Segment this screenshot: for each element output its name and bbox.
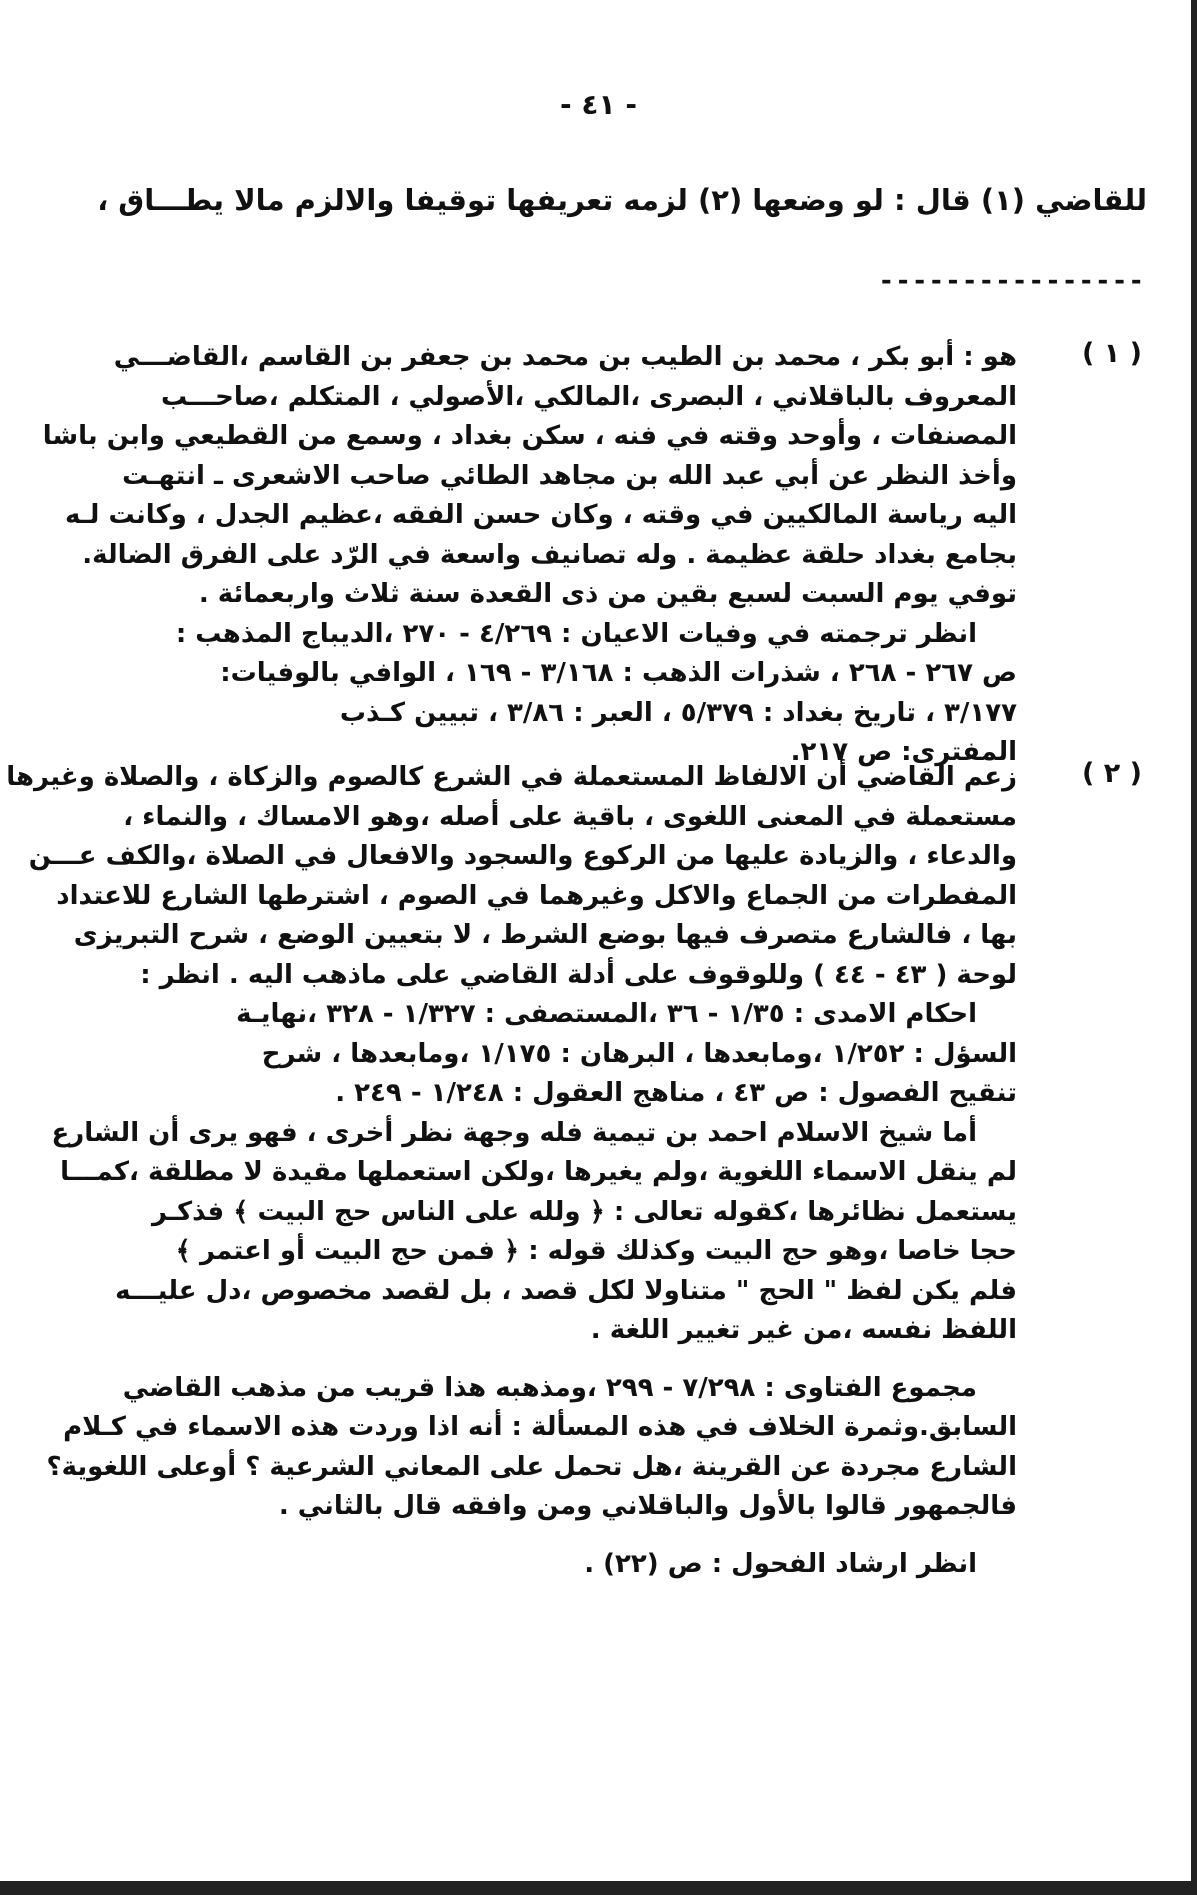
- footnote-line: المعروف بالباقلاني ، البصرى ،المالكي ،الأصولي ، المتكلم ،صاحـــب: [161, 381, 1017, 412]
- footnote-line: احكام الامدى : ١/٣٥ - ٣٦ ،المستصفى : ١/٣٢٧ - ٣٢٨ ،نهايـة: [236, 999, 977, 1029]
- footnote-line: فالجمهور قالوا بالأول والباقلاني ومن وافقه قال بالثاني .: [278, 1491, 1017, 1521]
- footnote-line: توفي يوم السبت لسبع بقين من ذى القعدة سنة ثلاث واربعمائة .: [198, 579, 1017, 609]
- footnote-line: بجامع بغداد حلقة عظيمة . وله تصانيف واسعة في الرّد على الفرق الضالة.: [82, 539, 1017, 570]
- footnote-line: فلم يكن لفظ " الحج " متناولا لكل قصد ، بل لقصد مخصوص ،دل عليـــه: [115, 1275, 1017, 1306]
- footnote-line: ٣/١٧٧ ، تاريخ بغداد : ٥/٣٧٩ ، العبر : ٣/٨٦ ، تبيين كـذب: [339, 697, 1017, 728]
- footnote-line: مستعملة في المعنى اللغوى ، باقية على أصله ،وهو الامساك ، والنماء ،: [123, 801, 1017, 832]
- footnote-line: أما شيخ الاسلام احمد بن تيمية فله وجهة نظر أخرى ، فهو يرى أن الشارع: [51, 1117, 977, 1148]
- main-text-line: للقاضي (١) قال : لو وضعها (٢) لزمه تعريفها توقيفا والالزم مالا يطـــاق ،: [97, 183, 1147, 217]
- footnote-line: حجا خاصا ،وهو حج البيت وكذلك قوله : ﴿ فمن حج البيت أو اعتمر ﴾: [175, 1236, 1017, 1266]
- footnote-line: زعم القاضي أن الالفاظ المستعملة في الشرع كالصوم والزكاة ، والصلاة وغيرها: [6, 762, 1017, 792]
- footnote-line: اليه رياسة المالكيين في وقته ، وكان حسن الفقه ،عظيم الجدل ، وكانت لـه: [65, 500, 1017, 530]
- footnote-2-marker: ( ٢ ): [1082, 758, 1142, 789]
- footnote-1-body: [42, 338, 1017, 773]
- footnote-line: السؤل : ١/٢٥٢ ،ومابعدها ، البرهان : ١/١٧٥ ،ومابعدها ، شرح: [261, 1038, 1017, 1069]
- footnote-line: انظر ارشاد الفحول : ص (٢٢) .: [584, 1548, 977, 1579]
- footnote-line: تنقيح الفصول : ص ٤٣ ، مناهج العقول : ١/٢٤٨ - ٢٤٩ .: [335, 1078, 1017, 1108]
- footnote-line: مجموع الفتاوى : ٧/٢٩٨ - ٢٩٩ ،ومذهبه هذا قريب من مذهب القاضي: [122, 1372, 977, 1403]
- footnote-line: السابق.وثمرة الخلاف في هذه المسألة : أنه اذا وردت هذه الاسماء في كـلام: [63, 1412, 1017, 1442]
- footnote-line: الشارع مجردة عن القرينة ،هل تحمل على المعاني الشرعية ؟ أوعلى اللغوية؟: [46, 1451, 1017, 1482]
- footnote-line: وأخذ النظر عن أبي عبد الله بن مجاهد الطائي صاحب الاشعرى ـ انتهـت: [122, 460, 1017, 491]
- footnote-line: انظر ترجمته في وفيات الاعيان : ٤/٢٦٩ - ٢٧٠ ،الديباج المذهب :: [175, 618, 977, 649]
- scan-edge-right: [1191, 0, 1197, 1895]
- footnote-line: المصنفات ، وأوحد وقته في فنه ، سكن بغداد ، وسمع من القطيعي وابن باشا: [42, 421, 1017, 451]
- footnote-line: المفترى: ص ٢١٧.: [790, 737, 1017, 767]
- footnote-line: هو : أبو بكر ، محمد بن الطيب بن محمد بن جعفر بن القاسم ،القاضـــي: [113, 342, 1017, 372]
- page-number: - ٤١ -: [560, 88, 637, 121]
- footnote-line: لم ينقل الاسماء اللغوية ،ولم يغيرها ،ولكن استعملها مقيدة لا مطلقة ،كمـــا: [60, 1157, 1017, 1187]
- scan-edge-bottom: [0, 1881, 1197, 1895]
- footnote-line: والدعاء ، والزيادة عليها من الركوع والسجود والافعال في الصلاة ،والكف عـــن: [28, 841, 1017, 871]
- footnote-line: بها ، فالشارع متصرف فيها بوضع الشرط ، لا بتعيين الوضع ، شرح التبريزى: [73, 920, 1017, 950]
- footnote-line: ص ٢٦٧ - ٢٦٨ ، شذرات الذهب : ٣/١٦٨ - ١٦٩ ، الوافي بالوفيات:: [220, 658, 1017, 688]
- footnote-line: اللفظ نفسه ،من غير تغيير اللغة .: [590, 1315, 1017, 1345]
- footnote-line: المفطرات من الجماع والاكل وغيرهما في الصوم ، اشترطها الشارع للاعتداد: [56, 880, 1017, 911]
- footnote-1-marker: ( ١ ): [1082, 338, 1142, 369]
- footnote-2-body: [6, 758, 1017, 1584]
- footnote-line: يستعمل نظائرها ،كقوله تعالى : ﴿ ولله على الناس حج البيت ﴾ فذكـر: [151, 1196, 1017, 1227]
- footnote-separator: ----------------: [878, 266, 1145, 296]
- footnote-line: لوحة ( ٤٣ - ٤٤ ) وللوقوف على أدلة القاضي على ماذهب اليه . انظر :: [140, 959, 1017, 990]
